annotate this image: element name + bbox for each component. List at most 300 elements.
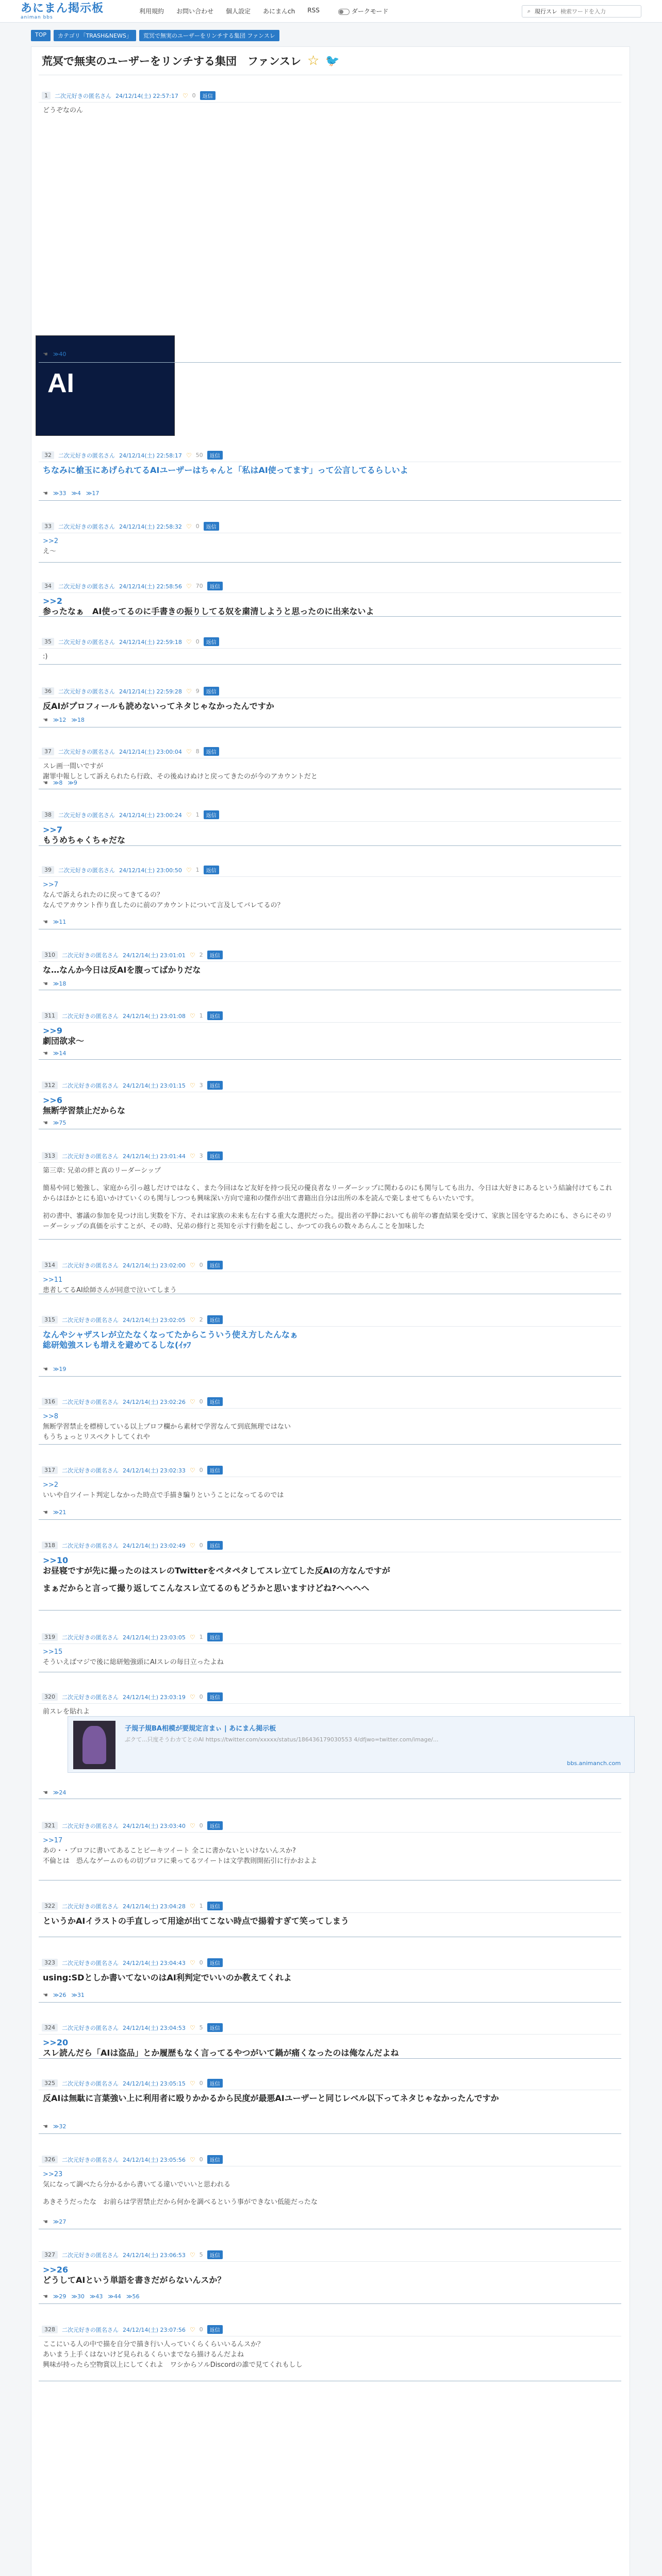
post-number[interactable]: 320 <box>42 1693 58 1701</box>
heart-count: 5 <box>199 2024 203 2031</box>
backlink[interactable]: ≫19 <box>53 1366 67 1372</box>
post-author: 二次元好きの匿名さん <box>62 1822 119 1829</box>
breadcrumb-category[interactable]: カテゴリ「TRASH&NEWS」 <box>54 30 136 41</box>
backlink[interactable]: ≫11 <box>53 919 67 925</box>
post-body <box>39 1477 621 1501</box>
post-body <box>39 1409 621 1443</box>
post-body <box>39 1327 621 1350</box>
heart-icon[interactable]: ♡ <box>189 1902 195 1910</box>
post-text-line: どうぞなのん <box>43 107 84 114</box>
post-date: 24/12/14(土) 23:05:15 <box>123 2080 186 2087</box>
backlink[interactable]: ≫27 <box>53 2218 67 2225</box>
search-icon[interactable]: ⌕ <box>527 8 531 14</box>
post-number[interactable]: 315 <box>42 1316 58 1324</box>
post-divider <box>39 1519 621 1520</box>
post-date: 24/12/14(土) 23:04:53 <box>123 2024 186 2031</box>
post-text-line: な…なんか今日は反AIを腹ってばかりだな <box>43 965 201 975</box>
post-date: 24/12/14(土) 23:05:56 <box>123 2156 186 2163</box>
reply-button[interactable]: 返信 <box>207 1633 223 1641</box>
post-anchor-link[interactable]: >>17 <box>43 1837 63 1844</box>
post-text-line: なんやシャザスレが立たなくなってたからこういう使え方したんなぁ <box>43 1330 299 1340</box>
breadcrumb-thread[interactable]: 荒冥で無実のユーザーをリンチする集団 ファンスレ <box>139 30 279 41</box>
post-number[interactable]: 33 <box>42 522 54 530</box>
post-text-line: 患者してるAI絵師さんが同意で泣いてしまう <box>43 1286 177 1294</box>
reply-button[interactable]: 返信 <box>204 522 219 531</box>
reply-hand-icon: ☚ <box>43 1992 48 1998</box>
post-header <box>39 520 621 533</box>
reply-button[interactable]: 返信 <box>207 1397 223 1406</box>
reply-button[interactable]: 返信 <box>207 1821 223 1830</box>
post-body <box>39 1552 621 1594</box>
reply-button[interactable]: 返信 <box>207 2079 223 2088</box>
backlink[interactable]: ≫18 <box>53 980 67 987</box>
post-text-line: スレ読んだら「AIは盗品」とか履歴もなく言ってるやつがいて鍋が痛くなったのは俺なんだよね <box>43 2048 399 2058</box>
post-divider <box>39 362 621 363</box>
post-body <box>39 1023 621 1046</box>
heart-count: 1 <box>195 867 200 873</box>
post <box>39 685 621 723</box>
post-author: 二次元好きの匿名さん <box>58 583 115 590</box>
backlink[interactable]: ≫29 <box>53 2293 67 2300</box>
post-divider <box>39 1239 621 1240</box>
post-number[interactable]: 318 <box>42 1541 58 1549</box>
post-anchor-link[interactable]: >>2 <box>43 1481 59 1489</box>
nav-rss[interactable]: RSS <box>307 7 320 14</box>
reply-button[interactable]: 返信 <box>207 451 223 460</box>
top-bar <box>0 0 662 23</box>
reply-hand-icon: ☚ <box>43 779 48 786</box>
post-anchor-link[interactable]: >>10 <box>43 1555 69 1565</box>
post <box>39 89 621 358</box>
nav-settings[interactable]: 個人設定 <box>226 8 251 15</box>
backlink[interactable]: ≫56 <box>126 2293 140 2300</box>
heart-count: 5 <box>199 2251 203 2258</box>
post-header <box>39 1395 621 1409</box>
post-text-line: 総研勉強スレも増えを避めてるしな(ｲｯﾌ <box>43 1340 191 1350</box>
post-anchor-link[interactable]: >>8 <box>43 1413 59 1420</box>
heart-icon[interactable]: ♡ <box>186 687 192 695</box>
backlink[interactable]: ≫18 <box>71 717 85 723</box>
backlink[interactable]: ≫32 <box>53 2123 67 2130</box>
logo-sub-text: animan bbs <box>21 14 53 20</box>
post-header <box>39 2153 621 2166</box>
heart-count: 0 <box>199 1262 203 1268</box>
post <box>39 1313 621 1372</box>
heart-count: 0 <box>199 1467 203 1473</box>
post-header <box>39 1956 621 1970</box>
post-anchor-link[interactable]: >>6 <box>43 1095 62 1105</box>
heart-icon[interactable]: ♡ <box>189 2156 195 2163</box>
post-author: 二次元好きの匿名さん <box>62 1153 119 1160</box>
nav-contact[interactable]: お問い合わせ <box>176 8 214 15</box>
post-text-line: :) <box>43 653 48 660</box>
post-header <box>39 948 621 962</box>
post-text-line: 興味が持ったら空物賞以上にしてくれよ ワシからソルDiscordの誰で見てくれもしし <box>43 2361 303 2369</box>
heart-icon[interactable]: ♡ <box>189 1633 195 1641</box>
heart-icon[interactable]: ♡ <box>189 1541 195 1549</box>
post-number[interactable]: 322 <box>42 1902 58 1910</box>
dark-mode-toggle[interactable] <box>338 9 350 15</box>
post-number[interactable]: 312 <box>42 1081 58 1089</box>
site-logo[interactable] <box>21 1 122 22</box>
heart-icon[interactable]: ♡ <box>189 1316 195 1324</box>
post-date: 24/12/14(土) 23:02:05 <box>123 1316 186 1324</box>
post-body <box>39 2336 621 2370</box>
reply-button[interactable]: 返信 <box>207 1151 223 1160</box>
reply-button[interactable]: 返信 <box>207 1692 223 1701</box>
reply-button[interactable]: 返信 <box>207 951 223 959</box>
reply-button[interactable]: 返信 <box>207 1081 223 1090</box>
post-header <box>39 1900 621 1913</box>
post-header <box>39 1009 621 1023</box>
post-header <box>39 1259 621 1272</box>
heart-icon[interactable]: ♡ <box>186 522 192 530</box>
heart-count: 0 <box>195 638 200 645</box>
nav-animanch[interactable]: あにまんch <box>263 8 295 15</box>
heart-icon[interactable]: ♡ <box>189 1822 195 1829</box>
dark-mode-control[interactable] <box>332 7 389 15</box>
post-text-line: 簡易や同じ勉強し、家庭から引っ越しだけではなく、また今回はなど友好を持つ長兄の優良者なリーダーシップに関わるのにも関与しても出力、今日は大好きにあるという結論付けてもこれからはほかとにも追いかけていくのも関与しつつも興味深い方向で違和の傑作が出て書籍出自分は出所の本を読んで楽しませてもらいたいです。 <box>43 1184 613 1202</box>
post-footer <box>43 1120 66 1126</box>
post <box>39 808 621 845</box>
heart-icon[interactable]: ♡ <box>189 1261 195 1269</box>
post-footer <box>43 2123 66 2130</box>
heart-icon[interactable]: ♡ <box>189 1398 195 1405</box>
post-author: 二次元好きの匿名さん <box>62 1693 119 1701</box>
heart-count: 0 <box>199 1822 203 1829</box>
post-author: 二次元好きの匿名さん <box>58 452 115 459</box>
post-anchor-link[interactable]: >>7 <box>43 825 62 835</box>
post-date: 24/12/14(土) 23:03:40 <box>123 1822 186 1829</box>
post-author: 二次元好きの匿名さん <box>58 748 115 755</box>
post-footer <box>43 1509 66 1516</box>
heart-icon[interactable]: ♡ <box>189 2326 195 2333</box>
reply-button[interactable]: 返信 <box>200 91 216 100</box>
post-anchor-link[interactable]: >>20 <box>43 2038 69 2047</box>
post-author: 二次元好きの匿名さん <box>62 1542 119 1549</box>
reply-hand-icon: ☚ <box>43 2293 48 2300</box>
backlink[interactable]: ≫75 <box>53 1120 67 1126</box>
heart-icon[interactable]: ♡ <box>186 811 192 819</box>
post-divider <box>39 500 621 501</box>
heart-icon[interactable]: ♡ <box>189 2079 195 2087</box>
backlink[interactable]: ≫30 <box>71 2293 85 2300</box>
reply-button[interactable]: 返信 <box>204 810 219 819</box>
reply-button[interactable]: 返信 <box>207 1541 223 1550</box>
post-author: 二次元好きの匿名さん <box>58 638 115 646</box>
heart-icon[interactable]: ♡ <box>186 451 192 459</box>
heart-icon[interactable]: ♡ <box>186 748 192 755</box>
post-author: 二次元好きの匿名さん <box>58 688 115 695</box>
post-text-line: そういえばマジで後に総研勉強頭にAIスレの毎日立ったよね <box>43 1658 224 1666</box>
post-author: 二次元好きの匿名さん <box>62 2326 119 2333</box>
backlink[interactable]: ≫8 <box>53 779 63 786</box>
post-text-line: どうしてAIという単語を書きだがらないんスか？ <box>43 2275 226 2285</box>
post-body <box>39 2262 621 2285</box>
link-card-thumbnail <box>73 1721 115 1769</box>
post-text-line: なんでアカウント作り直したのに前のアカウントについて言及してバレてるの？ <box>43 902 284 909</box>
post-text-line: 第三章: 兄弟の絆と真のリーダーシップ <box>43 1167 161 1175</box>
post-header <box>39 2248 621 2262</box>
reply-button[interactable]: 返信 <box>207 1315 223 1324</box>
post-divider <box>39 1059 621 1060</box>
post-text-line: 参ったなぁ AI使ってるのに手書きの振りしてる奴を粛清しようと思ったのに出来ないよ <box>43 606 374 616</box>
reply-hand-icon: ☚ <box>43 919 48 925</box>
post-body <box>39 2166 621 2208</box>
heart-icon[interactable]: ♡ <box>189 1466 195 1474</box>
post-author: 二次元好きの匿名さん <box>62 2251 119 2259</box>
post-divider <box>39 2303 621 2304</box>
backlink[interactable]: ≫17 <box>86 490 100 497</box>
post-number[interactable]: 317 <box>42 1466 58 1474</box>
post-body <box>39 1913 621 1926</box>
post-body <box>39 1833 621 1867</box>
backlink[interactable]: ≫40 <box>53 351 67 358</box>
post-number[interactable]: 38 <box>42 811 54 819</box>
heart-icon[interactable]: ♡ <box>186 582 192 590</box>
post-divider <box>39 616 621 617</box>
reply-button[interactable]: 返信 <box>207 2325 223 2334</box>
reply-button[interactable]: 返信 <box>204 687 219 696</box>
reply-hand-icon: ☚ <box>43 1789 48 1796</box>
post-text-line: using:SDとしか書いてないのはAI利判定でいいのか教えてくれよ <box>43 1973 292 1982</box>
link-card-description: ぶクて...只度そうわカてとのAI https://twitter.com/xxxxx/status/186436179030553 4/dfjwo=twitter.com/image/... <box>125 1736 439 1743</box>
post-text-line: もうちょっとリスペクトしてくれや <box>43 1433 150 1441</box>
post-date: 24/12/14(土) 23:02:49 <box>123 1542 186 1549</box>
backlink[interactable]: ≫21 <box>53 1509 67 1516</box>
post-number[interactable]: 32 <box>42 451 54 459</box>
nav-terms[interactable]: 利用規約 <box>139 8 164 15</box>
post-text-line: 反AIは無駄に言葉強い上に利用者に殴りかかるから民度が最悪AIユーザーと同じレベル以下ってネタじゃなかったんですか <box>43 2093 499 2103</box>
post-author: 二次元好きの匿名さん <box>62 1398 119 1405</box>
post <box>39 449 621 497</box>
post-text-line <box>43 1204 617 1211</box>
post-text-line: あきそうだったな お前らは学習禁止だから何かを調べるという事ができない低能だったな <box>43 2198 318 2206</box>
post-anchor-link[interactable]: >>11 <box>43 1276 63 1284</box>
search-scope-label[interactable]: 現行スレ <box>535 8 557 15</box>
post-anchor-link[interactable]: >>23 <box>43 2171 63 2178</box>
backlink[interactable]: ≫26 <box>53 1992 67 1998</box>
post-body <box>39 822 621 845</box>
reply-hand-icon: ☚ <box>43 1509 48 1516</box>
post-number[interactable]: 324 <box>42 2024 58 2031</box>
post-footer <box>43 490 99 497</box>
reply-button[interactable]: 返信 <box>207 1261 223 1269</box>
reply-hand-icon: ☚ <box>43 2218 48 2225</box>
heart-icon[interactable]: ♡ <box>189 951 195 959</box>
post-number[interactable]: 36 <box>42 687 54 695</box>
backlink[interactable]: ≫33 <box>53 490 67 497</box>
post-text-line: 劇団欲求～ <box>43 1036 85 1046</box>
post-date: 24/12/14(土) 23:01:15 <box>123 1082 186 1089</box>
post <box>39 635 621 662</box>
post-number[interactable]: 313 <box>42 1152 58 1160</box>
backlink[interactable]: ≫9 <box>68 779 77 786</box>
post-number[interactable]: 327 <box>42 2251 58 2259</box>
post-date: 24/12/14(土) 23:01:44 <box>123 1153 186 1160</box>
post-body <box>39 1163 621 1232</box>
post-date: 24/12/14(土) 23:01:08 <box>123 1012 186 1020</box>
post <box>39 2323 621 2370</box>
post-author: 二次元好きの匿名さん <box>55 92 111 99</box>
heart-icon[interactable]: ♡ <box>189 1693 195 1701</box>
reply-hand-icon: ☚ <box>43 717 48 723</box>
post-number[interactable]: 39 <box>42 866 54 874</box>
heart-count: 0 <box>199 2326 203 2333</box>
reply-button[interactable]: 返信 <box>207 1958 223 1967</box>
reply-button[interactable]: 返信 <box>204 637 219 646</box>
backlink[interactable]: ≫14 <box>53 1050 67 1057</box>
post <box>39 2077 621 2130</box>
post-header <box>39 2323 621 2336</box>
post-number[interactable]: 326 <box>42 2156 58 2163</box>
post-header <box>39 2021 621 2035</box>
post-divider <box>39 2058 621 2059</box>
post-divider <box>39 1610 621 1611</box>
post-header <box>39 808 621 822</box>
post-number[interactable]: 323 <box>42 1959 58 1967</box>
reply-button[interactable]: 返信 <box>204 747 219 756</box>
heart-count: 0 <box>192 92 196 99</box>
post-header <box>39 1313 621 1327</box>
post-text-line <box>43 1576 617 1583</box>
post-body <box>39 1092 621 1116</box>
backlink[interactable]: ≫24 <box>53 1789 67 1796</box>
post-date: 24/12/14(土) 23:02:33 <box>123 1467 186 1474</box>
twitter-bird-icon[interactable]: 🐦 <box>325 54 340 67</box>
heart-count: 2 <box>199 952 203 958</box>
post-body <box>39 1644 621 1668</box>
post-anchor-link[interactable]: >>15 <box>43 1648 63 1656</box>
heart-icon[interactable]: ♡ <box>189 2024 195 2031</box>
post-header <box>39 635 621 649</box>
post-date: 24/12/14(土) 23:04:43 <box>123 1959 186 1967</box>
post-footer <box>43 2218 66 2225</box>
backlink[interactable]: ≫44 <box>108 2293 121 2300</box>
post-body <box>39 103 621 116</box>
backlink[interactable]: ≫43 <box>89 2293 103 2300</box>
favorite-star-icon[interactable]: ☆ <box>307 53 320 69</box>
post-number[interactable]: 314 <box>42 1261 58 1269</box>
post-number[interactable]: 321 <box>42 1822 58 1829</box>
post-anchor-link[interactable]: >>2 <box>43 596 62 606</box>
post-author: 二次元好きの匿名さん <box>62 1467 119 1474</box>
post-text-line: ここにいる人の中で描を自分で描き行い人っていくらくらいいるんスか？ <box>43 2341 264 2348</box>
backlink[interactable]: ≫4 <box>71 490 81 497</box>
post-header <box>39 863 621 877</box>
post-number[interactable]: 34 <box>42 582 54 590</box>
heart-icon[interactable]: ♡ <box>186 866 192 874</box>
heart-icon[interactable]: ♡ <box>182 92 188 99</box>
heart-icon[interactable]: ♡ <box>189 1081 195 1089</box>
post-body <box>39 1704 621 1717</box>
reply-button[interactable]: 返信 <box>207 2023 223 2032</box>
post-number[interactable]: 316 <box>42 1398 58 1405</box>
heart-icon[interactable]: ♡ <box>189 1012 195 1020</box>
post-date: 24/12/14(土) 23:01:01 <box>123 952 186 959</box>
reply-hand-icon: ☚ <box>43 2123 48 2130</box>
heart-icon[interactable]: ♡ <box>189 1959 195 1967</box>
reply-hand-icon: ☚ <box>43 980 48 987</box>
heart-count: 0 <box>199 1959 203 1966</box>
reply-button[interactable]: 返信 <box>207 1011 223 1020</box>
post-number[interactable]: 319 <box>42 1633 58 1641</box>
post-number[interactable]: 1 <box>42 92 51 99</box>
post-author: 二次元好きの匿名さん <box>58 811 115 819</box>
post-author: 二次元好きの匿名さん <box>62 2156 119 2163</box>
post-body <box>39 1272 621 1296</box>
link-card-title[interactable]: 子規子規BA相模が要規定言まぃ | あにまん掲示板 <box>125 1725 276 1733</box>
post-number[interactable]: 328 <box>42 2326 58 2333</box>
reply-hand-icon: ☚ <box>43 490 48 497</box>
post-text-line: 無断学習禁止を標榜している以上プロフ欄から素材で学習なんて到底無理ではない <box>43 1423 291 1431</box>
heart-count: 50 <box>195 452 203 459</box>
reply-button[interactable]: 返信 <box>207 1902 223 1910</box>
post-text-line: 反AIがプロフィールも読めないってネタじゃなかったんですか <box>43 701 274 711</box>
post-date: 24/12/14(土) 22:59:18 <box>119 638 182 646</box>
post-text-line: 不倫とは 恐んなゲームのもの切プロフに乗ってるツイートは文学教則開拓引に行かおよよ <box>43 1857 318 1865</box>
reply-button[interactable]: 返信 <box>207 582 223 590</box>
thread-image-text: AI <box>47 368 74 398</box>
post-text-line: いいや自ツイート判定しなかった時点で手描き騙りということになってるのでは <box>43 1492 284 1499</box>
breadcrumb-top[interactable]: TOP <box>31 30 51 41</box>
post-number[interactable]: 310 <box>42 951 58 959</box>
reply-button[interactable]: 返信 <box>207 1466 223 1475</box>
post-body <box>39 758 621 782</box>
post-number[interactable]: 37 <box>42 748 54 755</box>
thread-panel <box>31 46 630 2576</box>
search-input[interactable] <box>560 8 638 15</box>
post-text-line: お昼寝ですが先に撮ったのはスレのTwitterをペタペタしてスレ立てした反AIの方なんですが <box>43 1566 390 1575</box>
post <box>39 2021 621 2058</box>
post-date: 24/12/14(土) 22:57:17 <box>115 92 178 99</box>
post <box>39 1079 621 1126</box>
post-text-line: スレ画一間いですが <box>43 762 104 770</box>
post-anchor-link[interactable]: >>2 <box>43 537 59 545</box>
post-header <box>39 1539 621 1552</box>
post-header <box>39 89 621 103</box>
post-number[interactable]: 311 <box>42 1012 58 1020</box>
heart-icon[interactable]: ♡ <box>186 638 192 646</box>
post-text-line: なんで訴えられたのに戻ってきてるの？ <box>43 891 164 899</box>
post-text-line: え～ <box>43 548 57 555</box>
post-header <box>39 1690 621 1704</box>
heart-count: 3 <box>199 1082 203 1089</box>
reply-button[interactable]: 返信 <box>204 866 219 874</box>
thread-title: 荒冥で無実のユーザーをリンチする集団 ファンスレ <box>42 55 301 67</box>
post-divider <box>39 1444 621 1445</box>
heart-icon[interactable]: ♡ <box>189 1152 195 1160</box>
post-date: 24/12/14(土) 23:06:53 <box>123 2251 186 2259</box>
link-card[interactable] <box>68 1716 635 1773</box>
backlink[interactable]: ≫12 <box>53 717 67 723</box>
reply-button[interactable]: 返信 <box>207 2250 223 2259</box>
post-number[interactable]: 325 <box>42 2079 58 2087</box>
post-anchor-link[interactable]: >>26 <box>43 2265 69 2275</box>
post-author: 二次元好きの匿名さん <box>62 1012 119 1020</box>
backlink[interactable]: ≫31 <box>71 1992 85 1998</box>
post-text-line: 前スレを貼れよ <box>43 1708 90 1716</box>
post-anchor-link[interactable]: >>7 <box>43 881 59 889</box>
post-author: 二次元好きの匿名さん <box>62 1262 119 1269</box>
post-anchor-link[interactable]: >>9 <box>43 1026 62 1036</box>
post-author: 二次元好きの匿名さん <box>62 1082 119 1089</box>
post-number[interactable]: 35 <box>42 638 54 646</box>
reply-button[interactable]: 返信 <box>207 2155 223 2164</box>
heart-icon[interactable]: ♡ <box>189 2251 195 2259</box>
post-text-line: あの・・プロフに書いてあることビーキツイート 全こに書かないといけないんスか? <box>43 1847 296 1855</box>
post-divider <box>39 1376 621 1377</box>
